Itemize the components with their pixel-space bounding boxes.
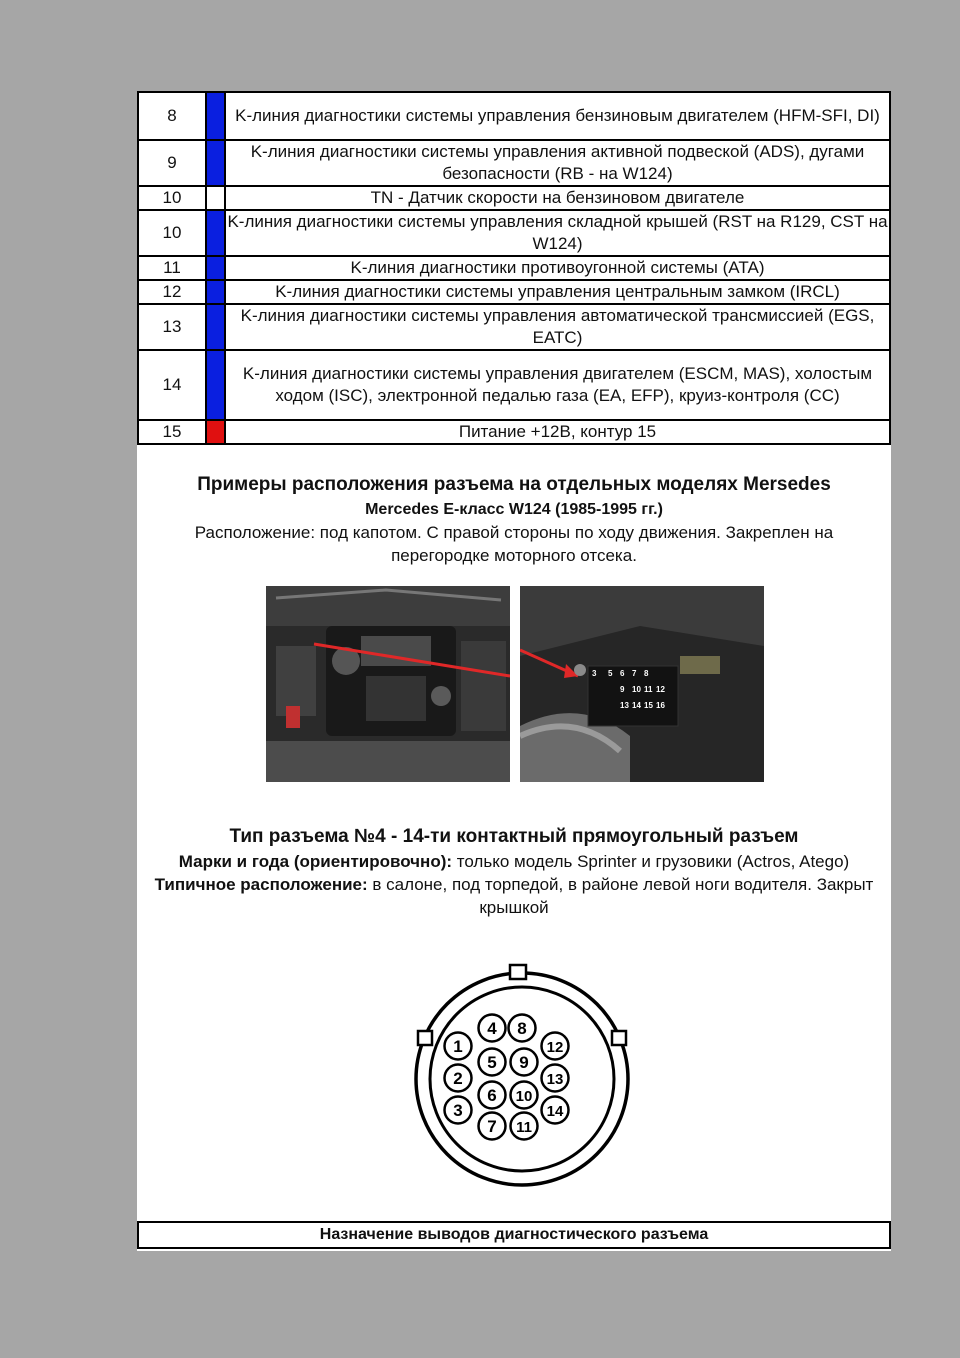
pin-description: K-линия диагностики системы управления автоматической трансмиссией (EGS, EATC) [225, 304, 890, 350]
left-key-notch [418, 1031, 432, 1045]
connector4-brands [137, 850, 891, 873]
connector-pin-12 [542, 1033, 569, 1060]
svg-text:4: 4 [487, 1019, 497, 1038]
connector-pin-6 [479, 1082, 506, 1109]
pin-number: 14 [138, 350, 206, 420]
table-row [138, 92, 890, 140]
examples-section [137, 471, 891, 567]
pin-number: 9 [138, 140, 206, 186]
table-row [138, 304, 890, 350]
connector-pin-9 [511, 1049, 538, 1076]
photo-pin-label: 3 [592, 669, 597, 678]
pin-description: K-линия диагностики системы управления активной подвеской (ADS), дугами безопасности (RB - на W124) [225, 140, 890, 186]
pin-assignment-table [137, 91, 891, 445]
svg-text:13: 13 [546, 1071, 564, 1088]
pin-color-swatch [206, 186, 225, 210]
svg-text:3: 3 [453, 1101, 463, 1120]
connector-14pin-diagram [402, 961, 642, 1191]
connector4-section [137, 824, 891, 919]
table-row [138, 140, 890, 186]
photo-pin-label: 7 [632, 669, 637, 678]
connector-pin-5 [479, 1049, 506, 1076]
connector-pin-8 [509, 1015, 536, 1042]
pin-number: 10 [138, 210, 206, 256]
connector-pin-11 [511, 1113, 538, 1140]
svg-text:9: 9 [519, 1053, 529, 1072]
table-row [138, 420, 890, 444]
connector-closeup-photo [520, 586, 764, 782]
pin-description: K-линия диагностики системы управления бензиновым двигателем (HFM-SFI, DI) [225, 92, 890, 140]
connector-pin-10 [511, 1082, 538, 1109]
brands-label: Марки и года (ориентировочно): [178, 852, 453, 871]
right-key-notch [612, 1031, 626, 1045]
location-label: Типичное расположение: [154, 875, 368, 894]
pin-color-swatch [206, 420, 225, 444]
svg-text:8: 8 [517, 1019, 527, 1038]
table-row [138, 186, 890, 210]
svg-text:6: 6 [487, 1086, 497, 1105]
pin-color-swatch [206, 256, 225, 280]
table-row [138, 350, 890, 420]
pin-description: K-линия диагностики системы управления двигателем (ESCM, MAS), холостым ходом (ISC), электронной педалью газа (EA, EFP), круиз-контроля (CC) [225, 350, 890, 420]
examples-title: Примеры расположения разъема на отдельных моделях Mersedes [197, 474, 831, 495]
svg-text:11: 11 [516, 1119, 532, 1136]
connector-pin-4 [479, 1015, 506, 1042]
photo-pin-label: 10 [632, 685, 641, 694]
connector-pin-7 [479, 1113, 506, 1140]
connector4-location [137, 873, 891, 919]
examples-model: Mercedes E-класс W124 (1985-1995 гг.) [365, 501, 663, 518]
svg-text:10: 10 [515, 1088, 533, 1105]
pin-assignment-footer: Назначение выводов диагностического разъема [137, 1221, 891, 1249]
table-row [138, 256, 890, 280]
svg-text:2: 2 [453, 1069, 463, 1088]
svg-text:5: 5 [487, 1053, 497, 1072]
photo-pin-label: 14 [632, 701, 641, 710]
pin-color-swatch [206, 92, 225, 140]
examples-location: Расположение: под капотом. С правой стороны по ходу движения. Закреплен на перегородке моторного отсека. [194, 523, 834, 565]
pin-color-swatch [206, 140, 225, 186]
pin-color-swatch [206, 280, 225, 304]
svg-text:7: 7 [487, 1117, 497, 1136]
document-page [137, 91, 891, 1251]
pin-number: 10 [138, 186, 206, 210]
pin-description: K-линия диагностики системы управления складной крышей (RST на R129, CST на W124) [225, 210, 890, 256]
connector-pin-3 [445, 1097, 472, 1124]
photo-pin-label: 11 [644, 685, 653, 694]
pin-number: 12 [138, 280, 206, 304]
photo-pin-label: 15 [644, 701, 653, 710]
brands-value: только модель Sprinter и грузовики (Actros, Atego) [452, 852, 850, 871]
top-key-notch [510, 965, 526, 979]
pin-number: 8 [138, 92, 206, 140]
svg-text:14: 14 [546, 1103, 564, 1120]
pin-number: 11 [138, 256, 206, 280]
pin-color-swatch [206, 304, 225, 350]
pin-description: K-линия диагностики системы управления центральным замком (IRCL) [225, 280, 890, 304]
photo-pin-label: 13 [620, 701, 629, 710]
photo-pin-label: 16 [656, 701, 665, 710]
table-row [138, 210, 890, 256]
table-row [138, 280, 890, 304]
connector4-title: Тип разъема №4 - 14-ти контактный прямоугольный разъем [229, 826, 799, 847]
svg-text:12: 12 [546, 1039, 564, 1056]
connector-closeup-image [520, 586, 764, 782]
svg-text:1: 1 [453, 1037, 463, 1056]
connector-pin-14 [542, 1097, 569, 1124]
photo-pin-label: 9 [620, 685, 625, 694]
pin-number: 15 [138, 420, 206, 444]
pin-description: Питание +12В, контур 15 [225, 420, 890, 444]
connector-pin-13 [542, 1065, 569, 1092]
pin-color-swatch [206, 350, 225, 420]
connector-pin-2 [445, 1065, 472, 1092]
connector-pin-1 [445, 1033, 472, 1060]
photo-pin-label: 5 [608, 669, 613, 678]
photo-pin-label: 6 [620, 669, 625, 678]
pin-description: K-линия диагностики противоугонной системы (ATA) [225, 256, 890, 280]
photo-pin-label: 8 [644, 669, 649, 678]
engine-bay-image [266, 586, 510, 782]
location-value: в салоне, под торпедой, в районе левой ноги водителя. Закрыт крышкой [367, 875, 874, 917]
photo-pin-label: 12 [656, 685, 665, 694]
pin-description: TN - Датчик скорости на бензиновом двигателе [225, 186, 890, 210]
engine-bay-photo [266, 586, 510, 782]
pin-color-swatch [206, 210, 225, 256]
pin-number: 13 [138, 304, 206, 350]
